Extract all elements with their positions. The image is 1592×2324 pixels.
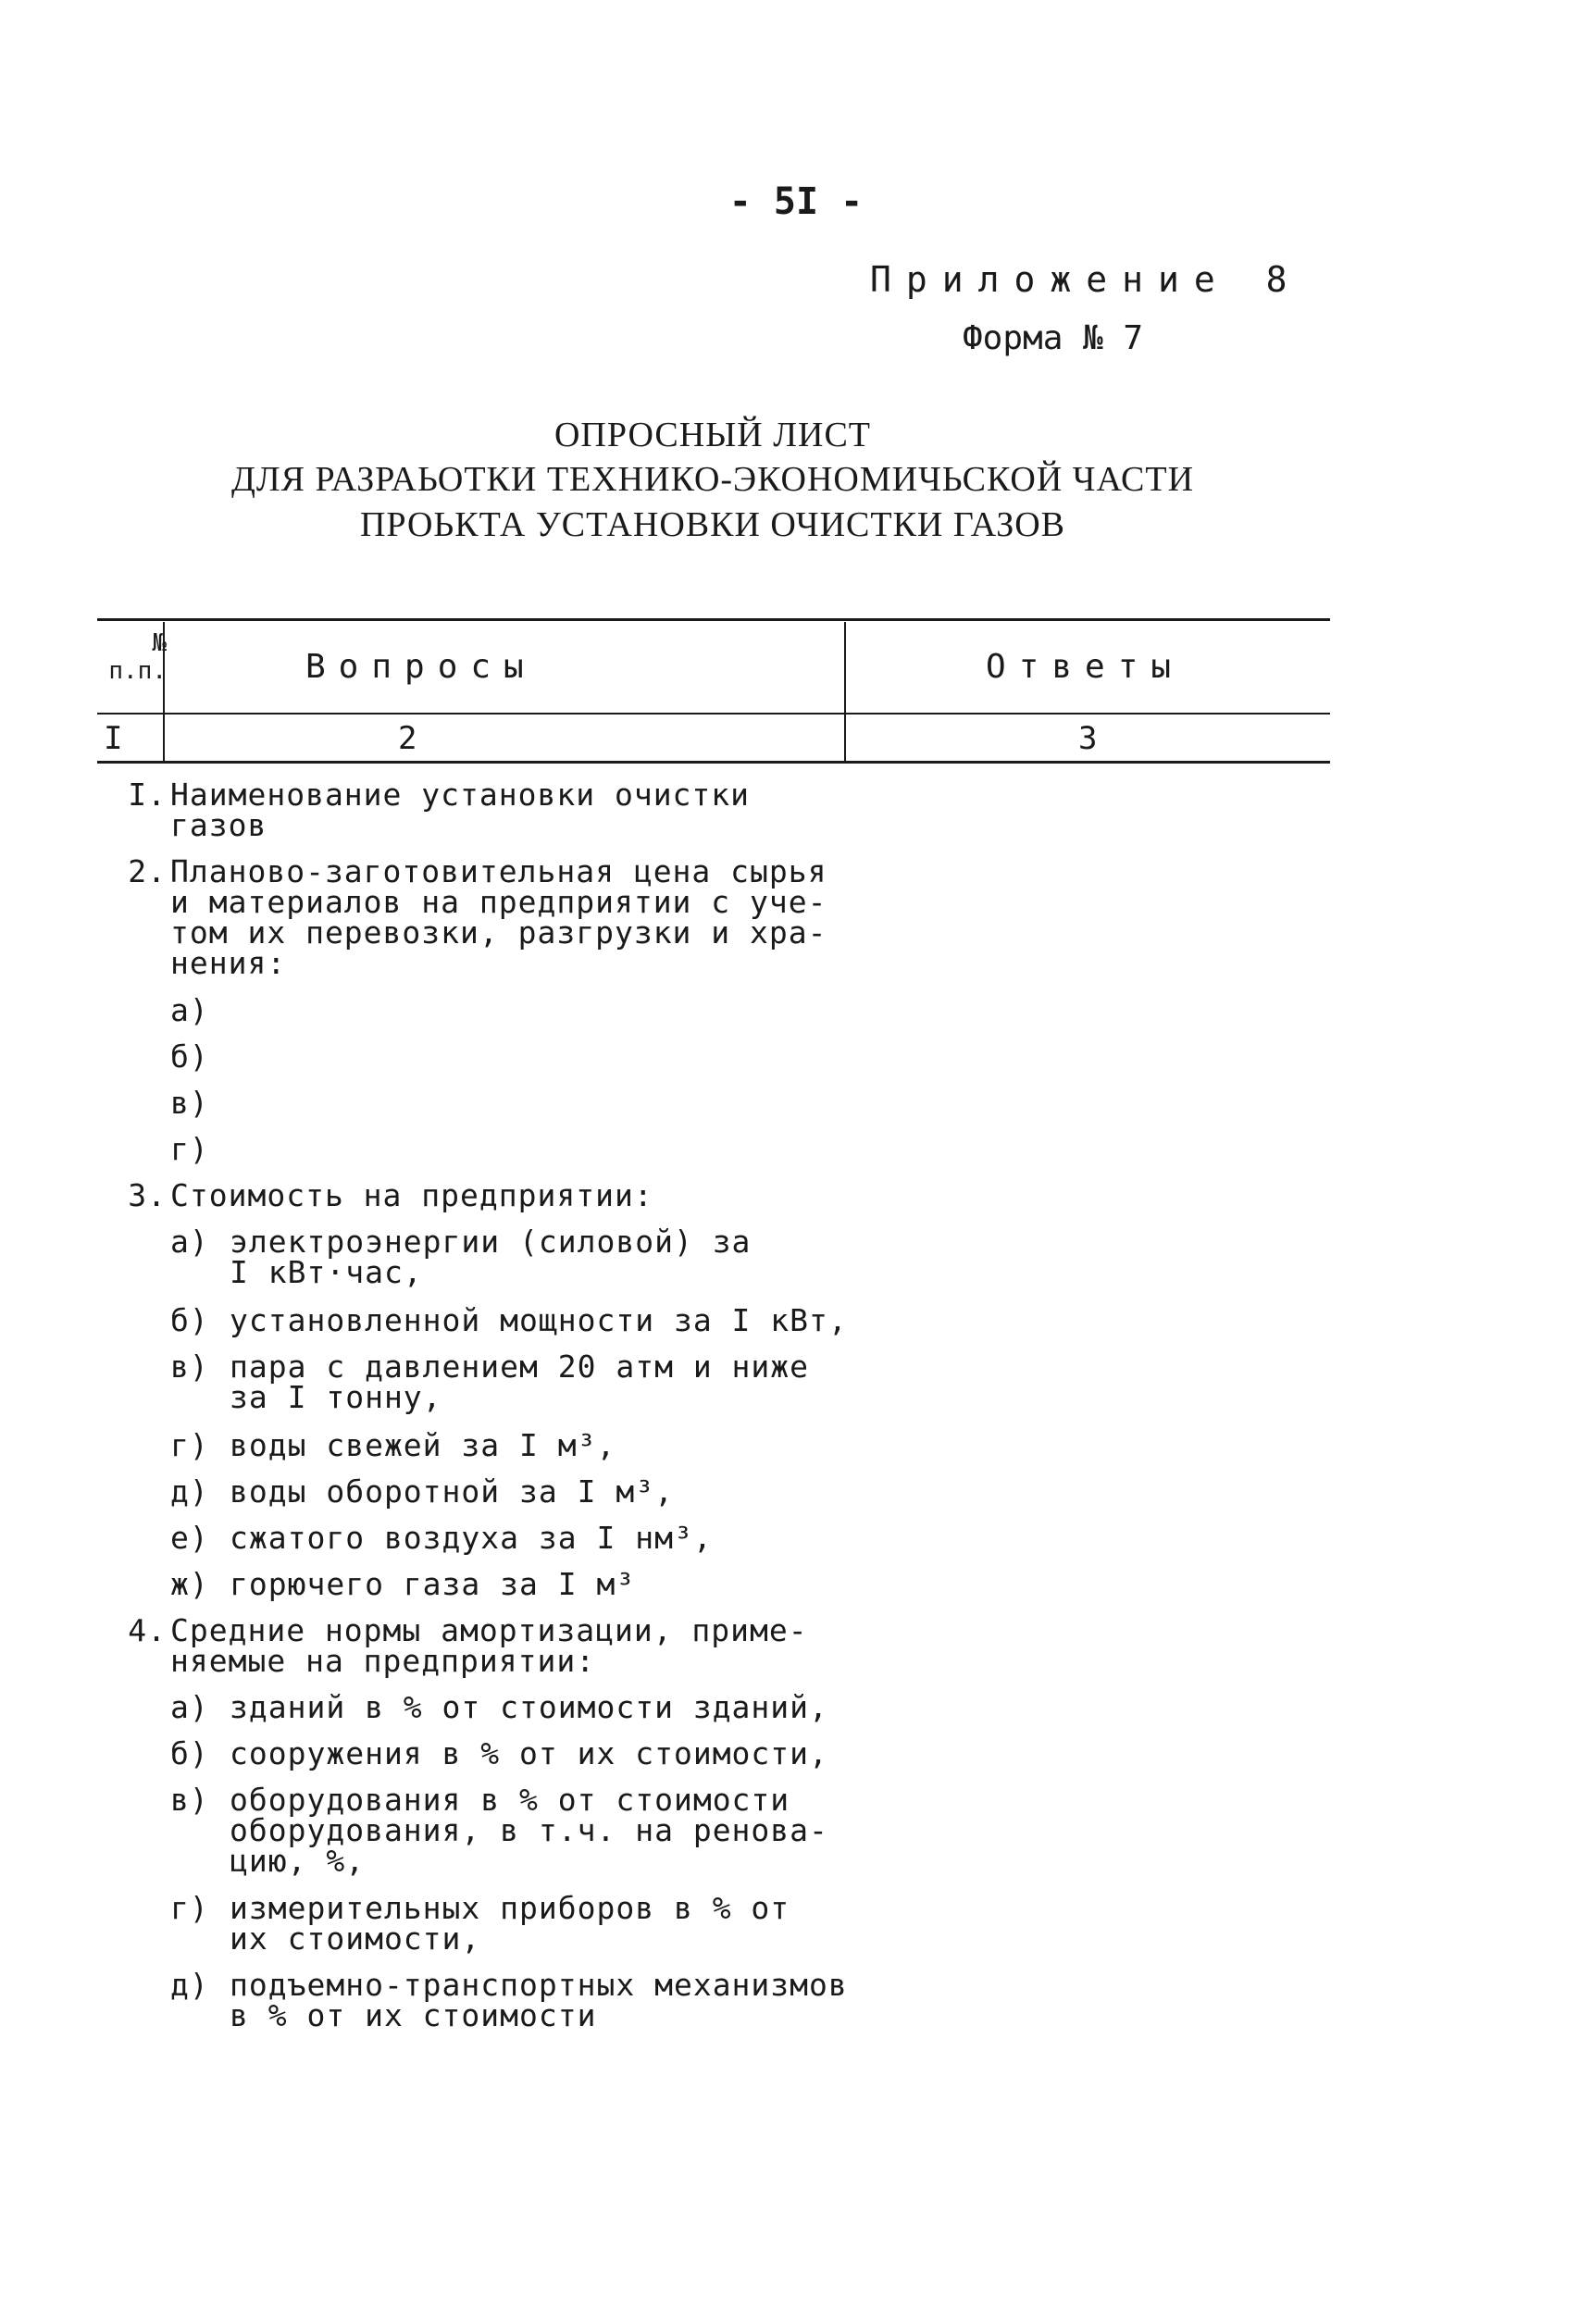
sub-item-text: установленной мощности за I кВт, xyxy=(230,1302,848,1338)
table-colnum-rule xyxy=(97,761,1330,764)
sub-item-text: измерительных приборов в % от их стоимости, xyxy=(230,1890,790,1957)
item-text: Планово-заготовительная цена сырья и материалов на предприятии с уче- том их перевозки, разгрузки и хра- нения: xyxy=(170,853,827,981)
item-number: I. xyxy=(128,777,167,813)
item-text: Средние нормы амортизации, приме- няемые на предприятии: xyxy=(170,1612,808,1679)
sub-item-label: г) xyxy=(170,1427,209,1463)
sub-item-label: д) xyxy=(170,1473,209,1510)
header-questions: Вопросы xyxy=(305,648,537,686)
sub-item-text: пара с давлением 20 атм и ниже за I тонну, xyxy=(230,1348,810,1415)
column-divider-2 xyxy=(844,622,846,761)
sub-item-text: горючего газа за I м³ xyxy=(230,1566,636,1602)
page-number: - 5I - xyxy=(728,180,864,223)
sub-item-label: в) xyxy=(170,1348,209,1385)
sub-item-text: зданий в % от стоимости зданий, xyxy=(230,1689,828,1725)
item-number: 3. xyxy=(128,1177,167,1213)
sub-item-label: г) xyxy=(170,1890,209,1926)
sub-item-label: в) xyxy=(170,1782,209,1818)
item-number: 2. xyxy=(128,853,167,889)
sub-item-label: б) xyxy=(170,1302,209,1338)
sub-item-label: ж) xyxy=(170,1566,209,1602)
sub-item-text: воды оборотной за I м³, xyxy=(230,1473,674,1510)
column-number-1: I xyxy=(104,720,123,757)
sub-item-text: воды свежей за I м³, xyxy=(230,1427,616,1463)
item-text: Стоимость на предприятии: xyxy=(170,1177,653,1213)
sub-item-label: а) xyxy=(170,1224,209,1260)
table-header-rule xyxy=(97,713,1330,715)
sub-item-label: д) xyxy=(170,1967,209,2003)
title-line-1: ОПРОСНЫЙ ЛИСТ xyxy=(553,416,872,454)
title-line-2: ДЛЯ РАЗРАЬОТКИ ТЕХНИКО-ЭКОНОМИЧЬСКОЙ ЧАСТИ xyxy=(230,460,1195,499)
column-number-3: 3 xyxy=(1078,720,1098,757)
header-answers: Ответы xyxy=(986,648,1185,686)
header-number-label: № п.п. xyxy=(108,629,167,685)
title-line-3: ПРОЬКТА УСТАНОВКИ ОЧИСТКИ ГАЗОВ xyxy=(359,505,1066,544)
sub-item-label: а) xyxy=(170,1689,209,1725)
appendix-label: Приложение 8 xyxy=(870,259,1302,300)
sub-item-label: в) xyxy=(170,1085,209,1121)
sub-item-label: б) xyxy=(170,1735,209,1771)
sub-item-label: г) xyxy=(170,1131,209,1167)
sub-item-text: подъемно-транспортных механизмов в % от их стоимости xyxy=(230,1967,848,2033)
sub-item-text: электроэнергии (силовой) за I кВт·час, xyxy=(230,1224,752,1290)
item-text: Наименование установки очистки газов xyxy=(170,777,751,843)
sub-item-label: а) xyxy=(170,992,209,1028)
sub-item-text: сооружения в % от их стоимости, xyxy=(230,1735,828,1771)
sub-item-label: е) xyxy=(170,1520,209,1556)
sub-item-text: оборудования в % от стоимости оборудования, в т.ч. на ренова- цию, %, xyxy=(230,1782,828,1879)
sub-item-text: сжатого воздуха за I нм³, xyxy=(230,1520,713,1556)
table-top-rule xyxy=(97,618,1330,621)
item-number: 4. xyxy=(128,1612,167,1648)
column-number-2: 2 xyxy=(398,720,417,757)
form-label: Форма № 7 xyxy=(963,319,1144,357)
sub-item-label: б) xyxy=(170,1038,209,1075)
